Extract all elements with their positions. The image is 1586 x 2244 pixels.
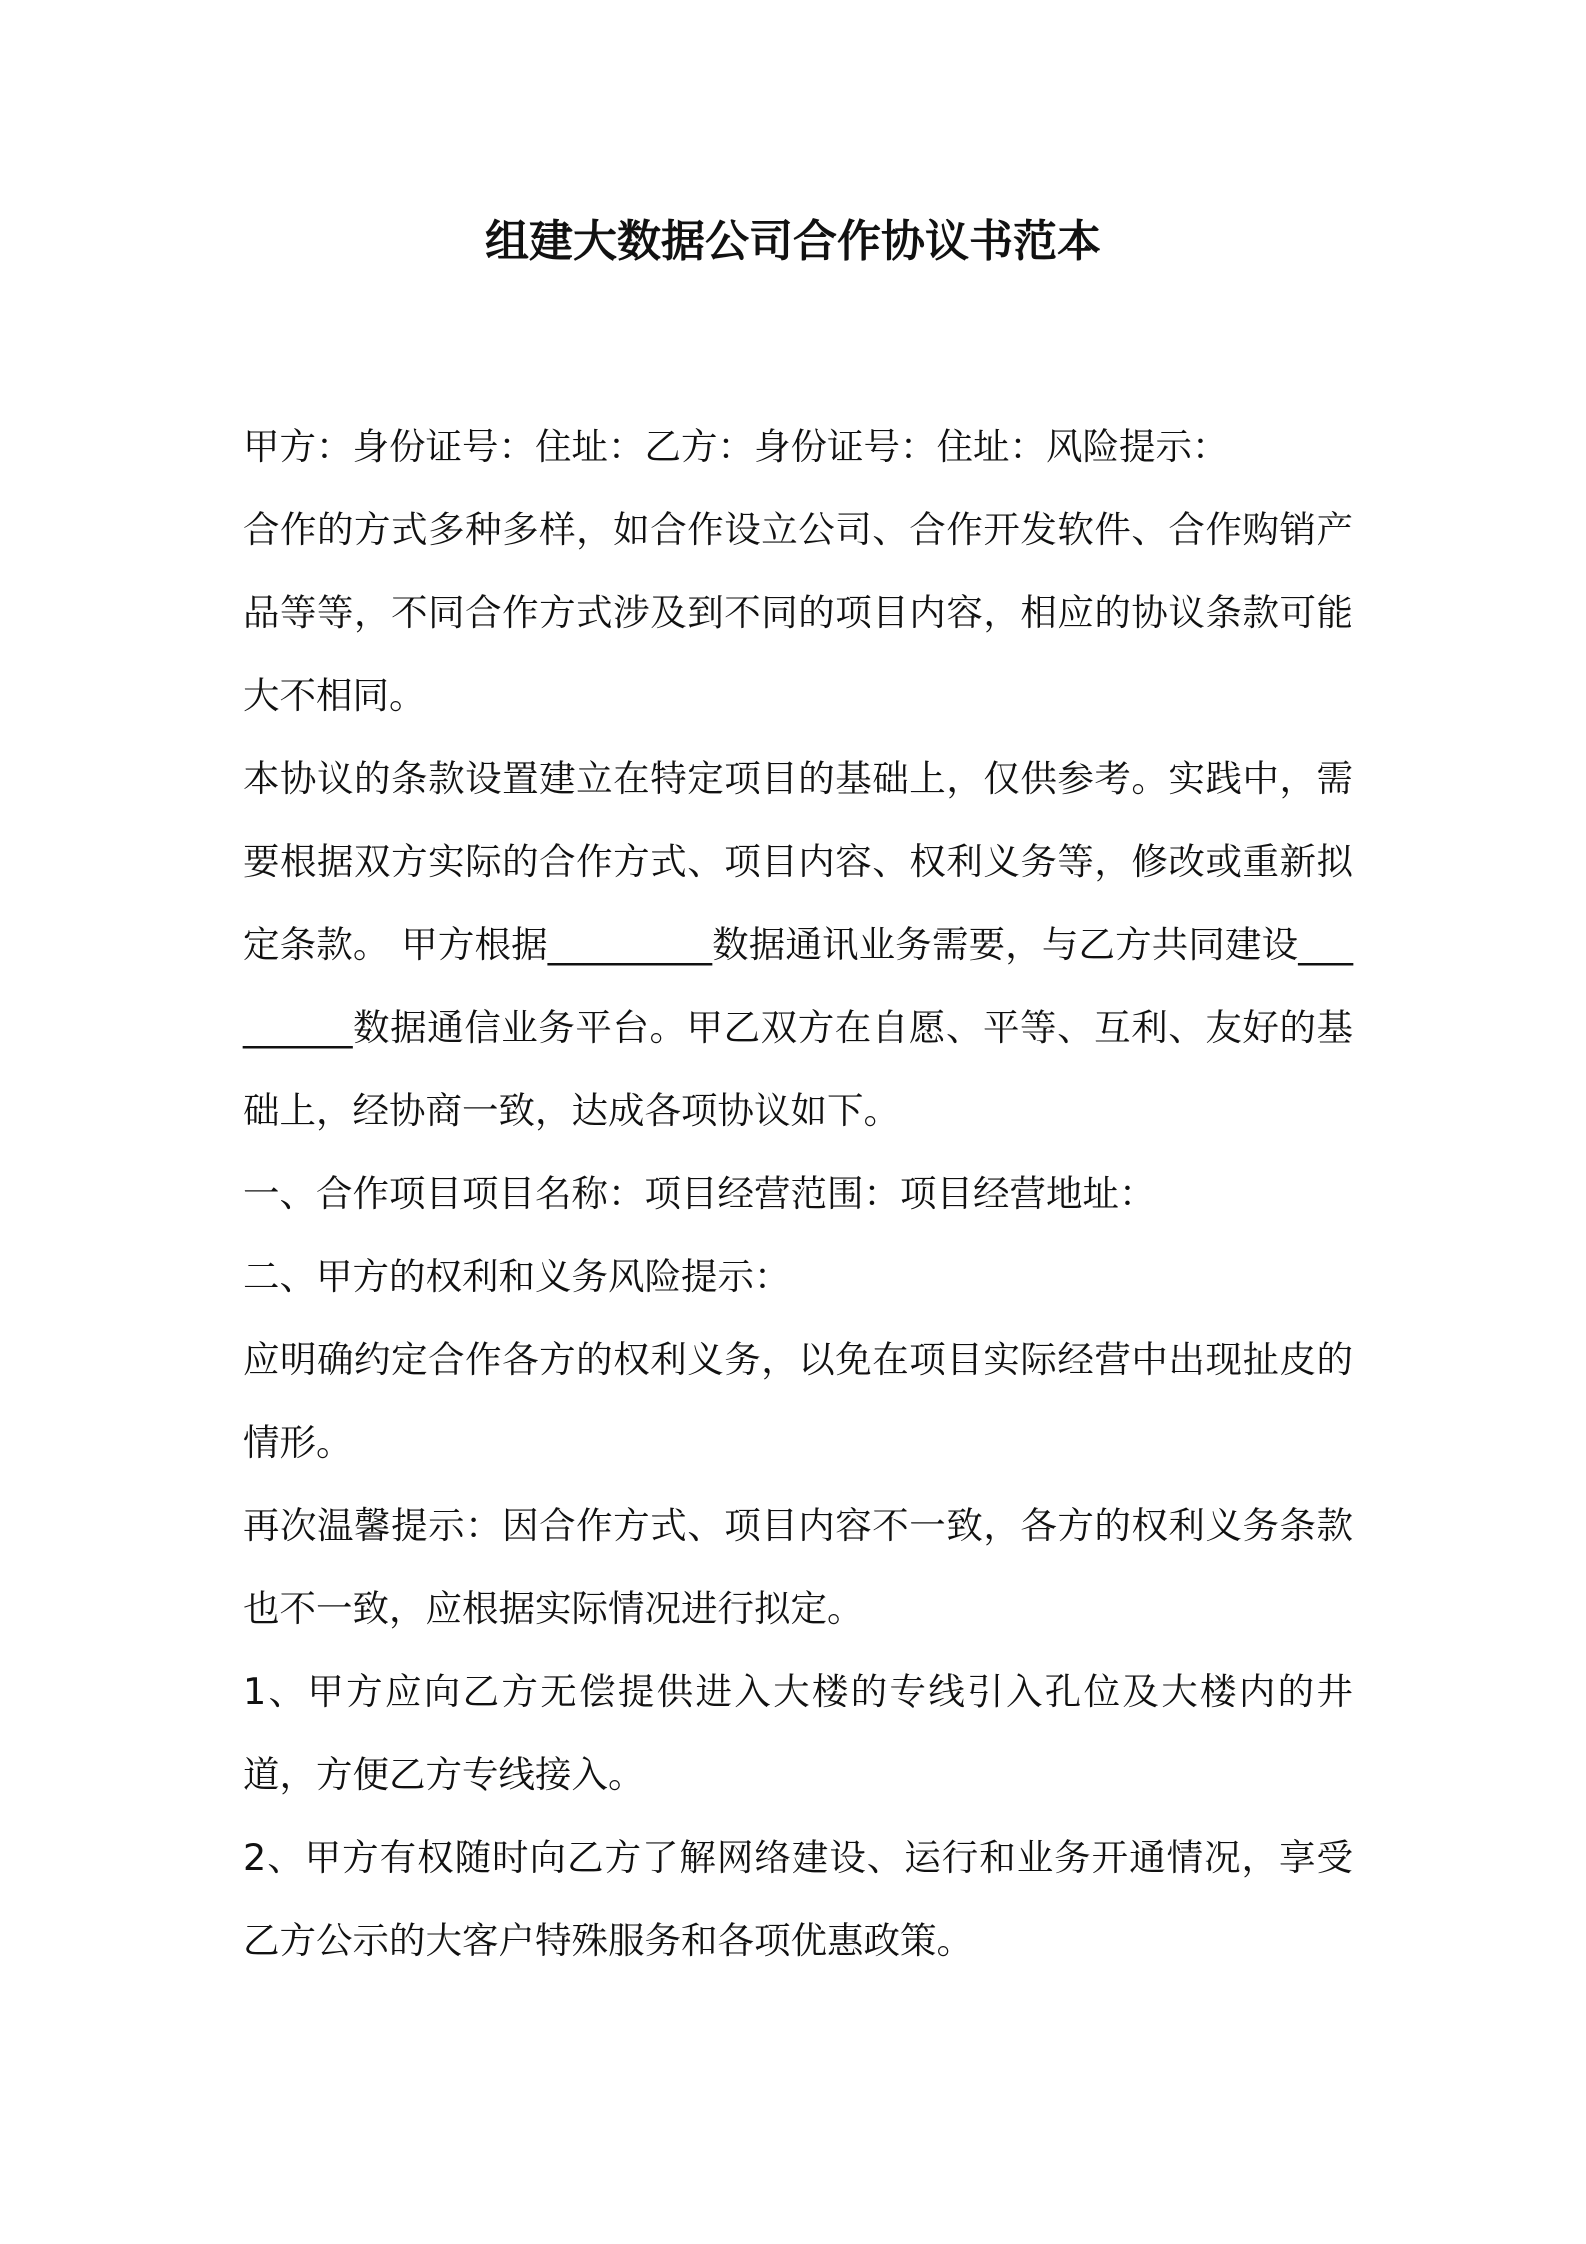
risk-note-rights: 应明确约定合作各方的权利义务，以免在项目实际经营中出现扯皮的情形。: [243, 1338, 1353, 1464]
agreement-preamble: 本协议的条款设置建立在特定项目的基础上，仅供参考。实践中，需要根据双方实际的合作方式、项目内容、权利义务等，修改或重新拟定条款。 甲方根据_________数据通讯业务需要，与乙方共同建设_________数据通信业务平台。甲乙双方在自愿、平等、互利、友好的基础上，经协商一致，达成各项协议如下。: [243, 757, 1353, 1132]
clause-1: 1、甲方应向乙方无偿提供进入大楼的专线引入孔位及大楼内的井道，方便乙方专线接入。: [243, 1670, 1353, 1796]
risk-note-cooperation-modes: 合作的方式多种多样，如合作设立公司、合作开发软件、合作购销产品等等，不同合作方式涉及到不同的项目内容，相应的协议条款可能大不相同。: [243, 508, 1353, 717]
clause-2: 2、甲方有权随时向乙方了解网络建设、运行和业务开通情况，享受乙方公示的大客户特殊服务和各项优惠政策。: [243, 1836, 1353, 1962]
parties-line: 甲方：身份证号：住址：乙方：身份证号：住址：风险提示：: [243, 425, 1229, 468]
document-title: 组建大数据公司合作协议书范本: [485, 216, 1101, 267]
reminder-note: 再次温馨提示：因合作方式、项目内容不一致，各方的权利义务条款也不一致，应根据实际情况进行拟定。: [243, 1504, 1353, 1630]
section-1-project: 一、合作项目项目名称：项目经营范围：项目经营地址：: [243, 1172, 1156, 1215]
document-body: [243, 405, 1353, 1982]
section-2-heading: 二、甲方的权利和义务风险提示：: [243, 1255, 791, 1298]
